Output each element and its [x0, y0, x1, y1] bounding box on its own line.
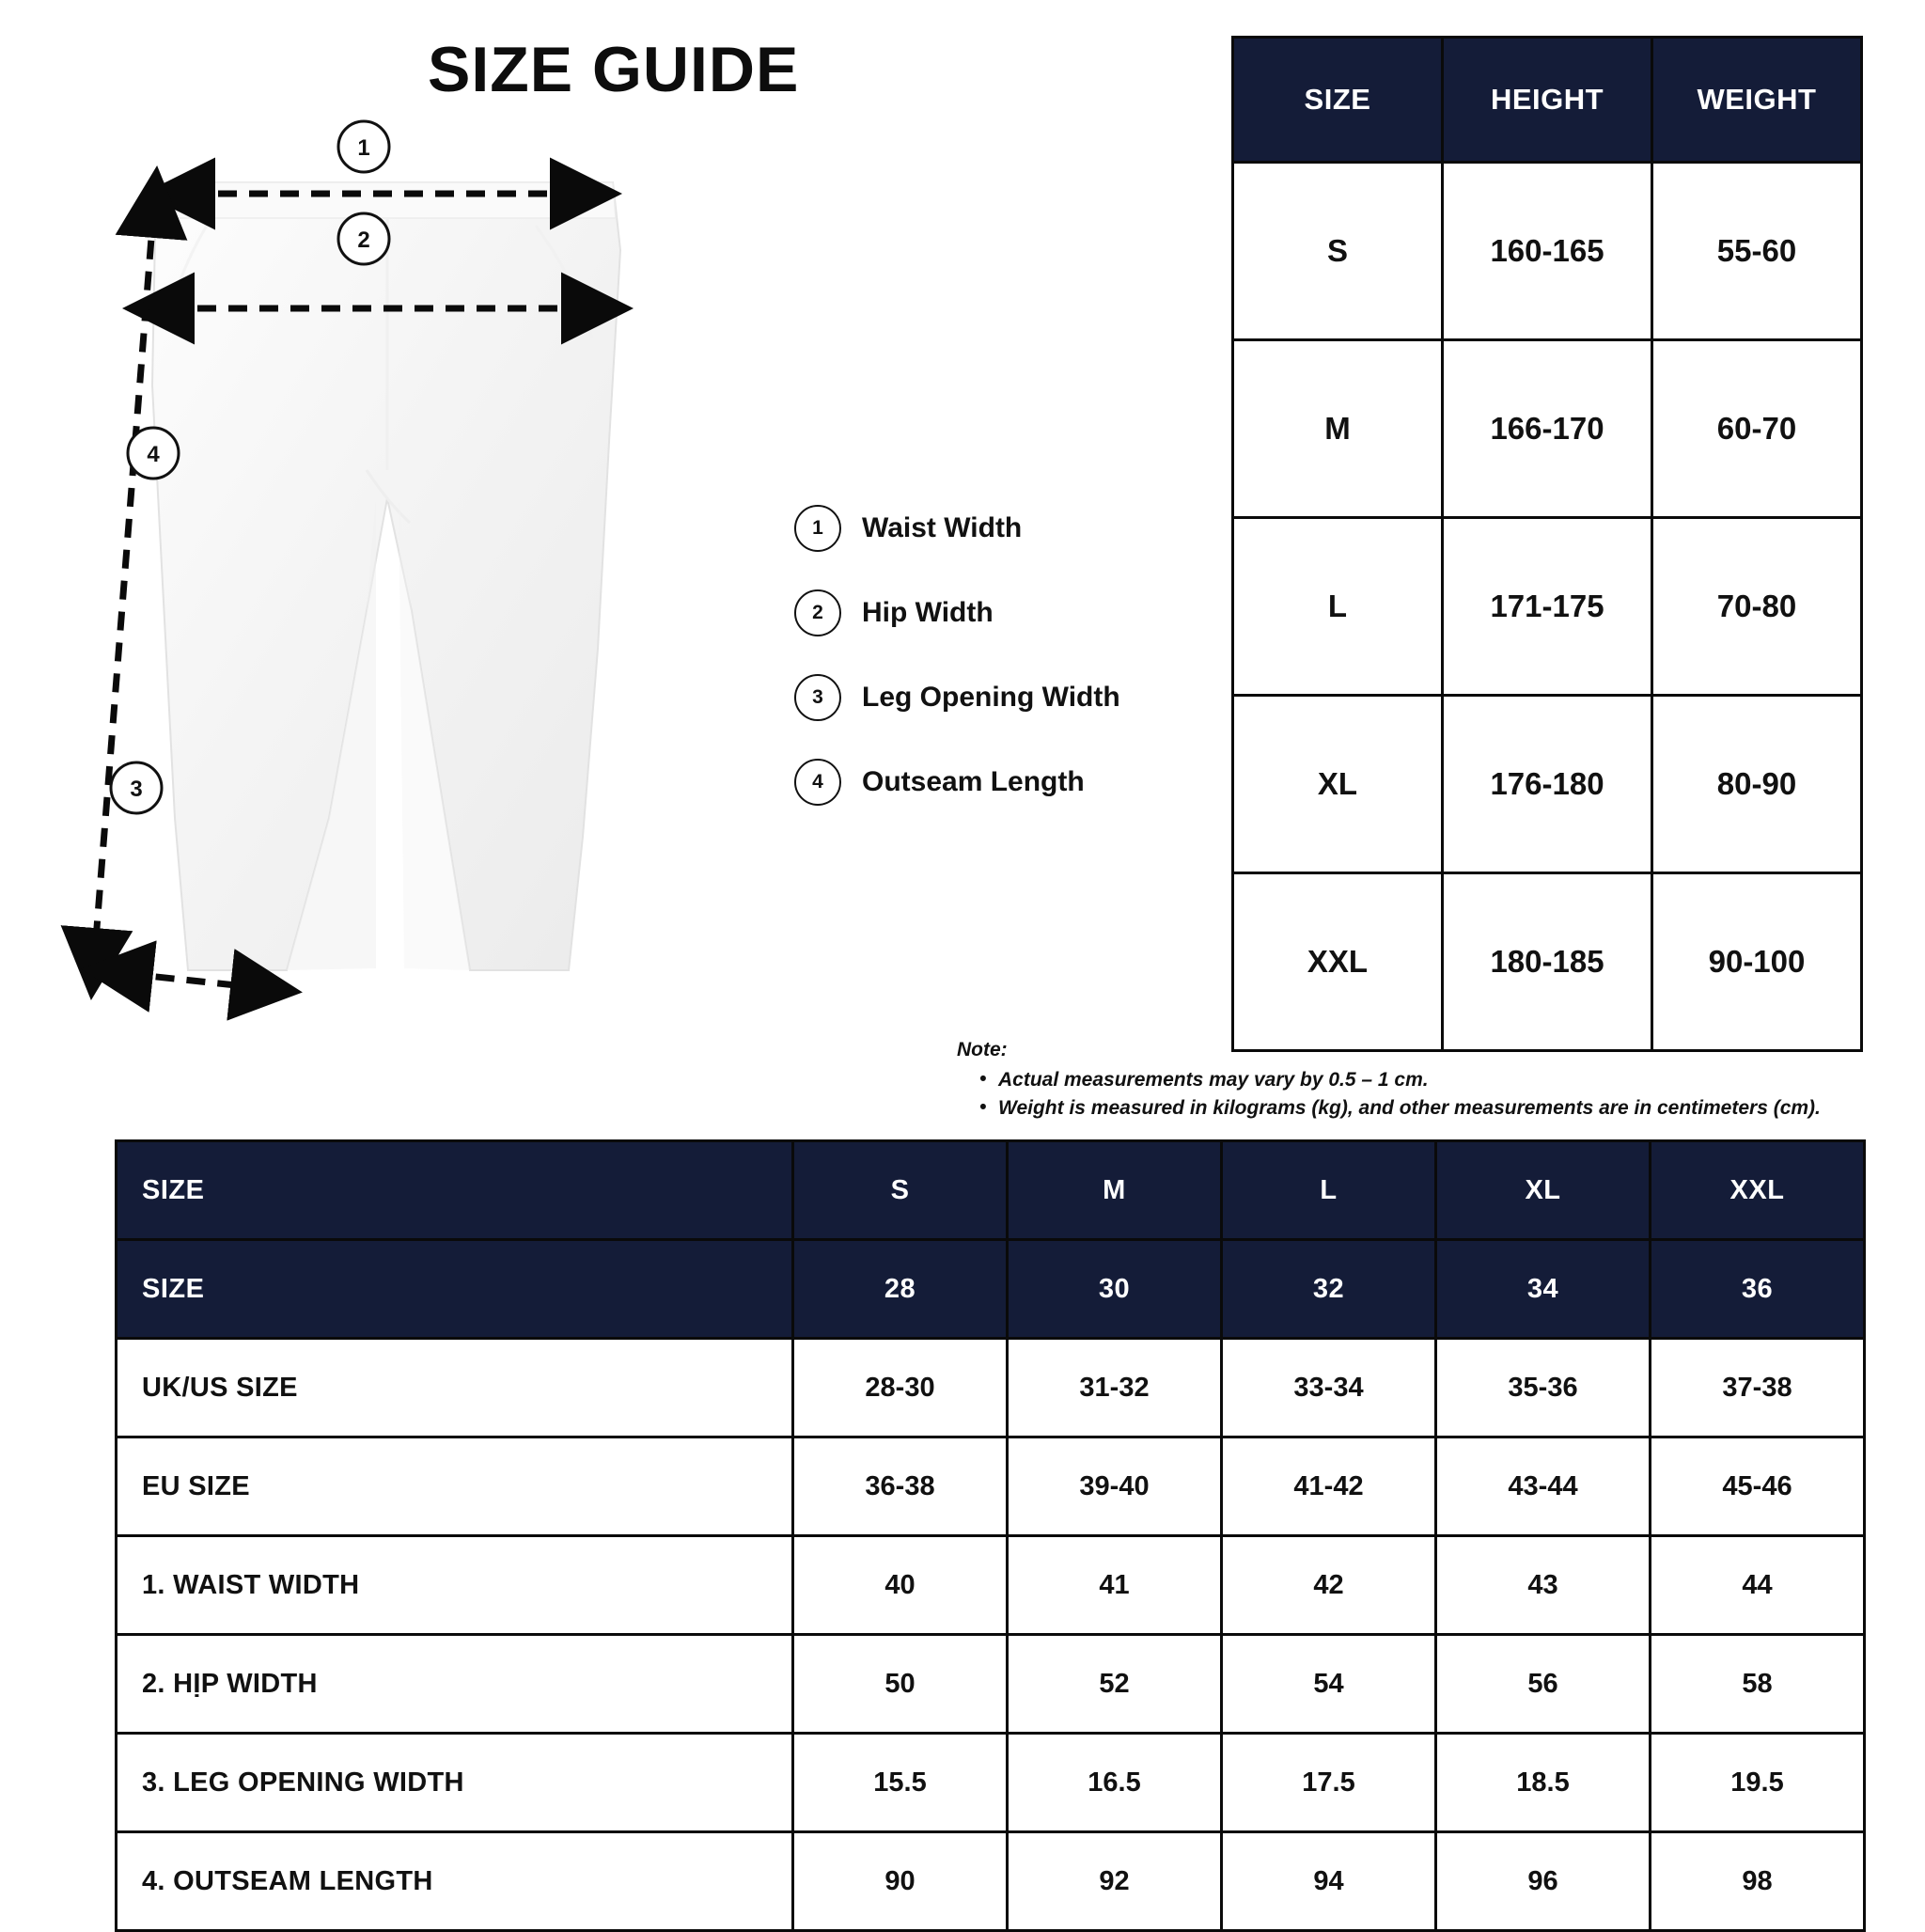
cell-xxl: 19.5: [1651, 1734, 1865, 1832]
cell-size: XL: [1233, 696, 1443, 873]
cell-l: 42: [1222, 1536, 1436, 1635]
row-label: 3. LEG OPENING WIDTH: [117, 1734, 793, 1832]
table-row-waist-width: [117, 1536, 1865, 1635]
cell-height: 160-165: [1443, 163, 1652, 340]
cell-m: 39-40: [1008, 1437, 1222, 1536]
figure-marker-3: [111, 762, 162, 813]
table-row: [1233, 340, 1862, 518]
cell-xl: 18.5: [1436, 1734, 1651, 1832]
cell-height: 176-180: [1443, 696, 1652, 873]
legend-badge-2: 2: [794, 589, 841, 636]
cell-m: 31-32: [1008, 1339, 1222, 1437]
cell-l: 17.5: [1222, 1734, 1436, 1832]
cell-xl: 35-36: [1436, 1339, 1651, 1437]
cell-height: 166-170: [1443, 340, 1652, 518]
cell-m: 16.5: [1008, 1734, 1222, 1832]
table-row: [1233, 163, 1862, 340]
measurement-legend: [794, 496, 1189, 835]
table-row-uk-us-size: [117, 1339, 1865, 1437]
legend-label-2: Hip Width: [862, 597, 994, 628]
svg-text:4: 4: [147, 442, 160, 467]
legend-badge-3: 3: [794, 674, 841, 721]
cell-s: 36-38: [793, 1437, 1008, 1536]
header-numeric-m: 30: [1008, 1240, 1222, 1339]
outseam-length-dimension: [92, 179, 156, 987]
svg-text:2: 2: [357, 228, 370, 253]
cell-weight: 60-70: [1652, 340, 1862, 518]
header-size-numeric-label: SIZE: [117, 1240, 793, 1339]
row-label: UK/US SIZE: [117, 1339, 793, 1437]
cell-xl: 56: [1436, 1635, 1651, 1734]
legend-label-4: Outseam Length: [862, 766, 1085, 797]
cell-height: 180-185: [1443, 873, 1652, 1051]
cell-s: 15.5: [793, 1734, 1008, 1832]
cell-l: 33-34: [1222, 1339, 1436, 1437]
cell-weight: 80-90: [1652, 696, 1862, 873]
table-header-row: [1233, 38, 1862, 163]
cell-l: 54: [1222, 1635, 1436, 1734]
cell-s: 50: [793, 1635, 1008, 1734]
header-size-m: M: [1008, 1141, 1222, 1240]
row-label: EU SIZE: [117, 1437, 793, 1536]
pants-illustration: [94, 135, 696, 1109]
cell-l: 94: [1222, 1832, 1436, 1931]
figure-marker-2: [338, 213, 389, 264]
height-weight-table: [1231, 36, 1863, 1052]
header-numeric-xl: 34: [1436, 1240, 1651, 1339]
cell-size: L: [1233, 518, 1443, 696]
legend-badge-4: 4: [794, 759, 841, 806]
cell-xxl: 98: [1651, 1832, 1865, 1931]
cell-xxl: 58: [1651, 1635, 1865, 1734]
cell-s: 28-30: [793, 1339, 1008, 1437]
legend-badge-1: 1: [794, 505, 841, 552]
note-item: • Weight is measured in kilograms (kg), and other measurements are in centimeters (cm).: [979, 1097, 1887, 1120]
header-height: HEIGHT: [1443, 38, 1652, 163]
table-row: [1233, 873, 1862, 1051]
legend-item-leg-opening-width: [794, 666, 1189, 730]
figure-marker-1: [338, 121, 389, 172]
cell-xxl: 44: [1651, 1536, 1865, 1635]
table-row-leg-opening-width: [117, 1734, 1865, 1832]
table-row-outseam-length: [117, 1832, 1865, 1931]
cell-l: 41-42: [1222, 1437, 1436, 1536]
cell-xl: 43: [1436, 1536, 1651, 1635]
legend-label-1: Waist Width: [862, 512, 1023, 543]
cell-xl: 96: [1436, 1832, 1651, 1931]
cell-xl: 43-44: [1436, 1437, 1651, 1536]
cell-size: S: [1233, 163, 1443, 340]
table-row: [1233, 518, 1862, 696]
header-numeric-l: 32: [1222, 1240, 1436, 1339]
measurement-table: [115, 1139, 1866, 1932]
cell-weight: 55-60: [1652, 163, 1862, 340]
header-numeric-xxl: 36: [1651, 1240, 1865, 1339]
legend-item-hip-width: [794, 581, 1189, 645]
note-title: Note:: [957, 1039, 1008, 1060]
cell-weight: 90-100: [1652, 873, 1862, 1051]
table-row: [1233, 696, 1862, 873]
cell-s: 40: [793, 1536, 1008, 1635]
cell-size: XXL: [1233, 873, 1443, 1051]
cell-xxl: 37-38: [1651, 1339, 1865, 1437]
cell-m: 41: [1008, 1536, 1222, 1635]
measurement-header-row-numeric: [117, 1240, 1865, 1339]
measurement-header-row-sizes: [117, 1141, 1865, 1240]
cell-m: 52: [1008, 1635, 1222, 1734]
header-size: SIZE: [1233, 38, 1443, 163]
note-item: • Actual measurements may vary by 0.5 – 1 cm.: [979, 1069, 1887, 1092]
header-weight: WEIGHT: [1652, 38, 1862, 163]
legend-item-waist-width: [794, 496, 1189, 560]
cell-size: M: [1233, 340, 1443, 518]
row-label: 1. WAIST WIDTH: [117, 1536, 793, 1635]
figure-marker-4: [128, 428, 179, 479]
note-block: [957, 1039, 1887, 1125]
row-label: 4. OUTSEAM LENGTH: [117, 1832, 793, 1931]
legend-label-3: Leg Opening Width: [862, 682, 1120, 713]
cell-height: 171-175: [1443, 518, 1652, 696]
trousers-shape: [152, 182, 620, 970]
cell-weight: 70-80: [1652, 518, 1862, 696]
svg-text:3: 3: [130, 777, 143, 802]
header-numeric-s: 28: [793, 1240, 1008, 1339]
table-row-eu-size: [117, 1437, 1865, 1536]
row-label: 2. HỊP WIDTH: [117, 1635, 793, 1734]
svg-text:1: 1: [357, 135, 370, 161]
cell-xxl: 45-46: [1651, 1437, 1865, 1536]
header-size-label: SIZE: [117, 1141, 793, 1240]
header-size-xl: XL: [1436, 1141, 1651, 1240]
header-size-xxl: XXL: [1651, 1141, 1865, 1240]
header-size-s: S: [793, 1141, 1008, 1240]
cell-s: 90: [793, 1832, 1008, 1931]
cell-m: 92: [1008, 1832, 1222, 1931]
page-title: SIZE GUIDE: [428, 34, 800, 105]
header-size-l: L: [1222, 1141, 1436, 1240]
leg-opening-dimension: [94, 970, 290, 991]
legend-item-outseam-length: [794, 750, 1189, 814]
table-row-hip-width: [117, 1635, 1865, 1734]
